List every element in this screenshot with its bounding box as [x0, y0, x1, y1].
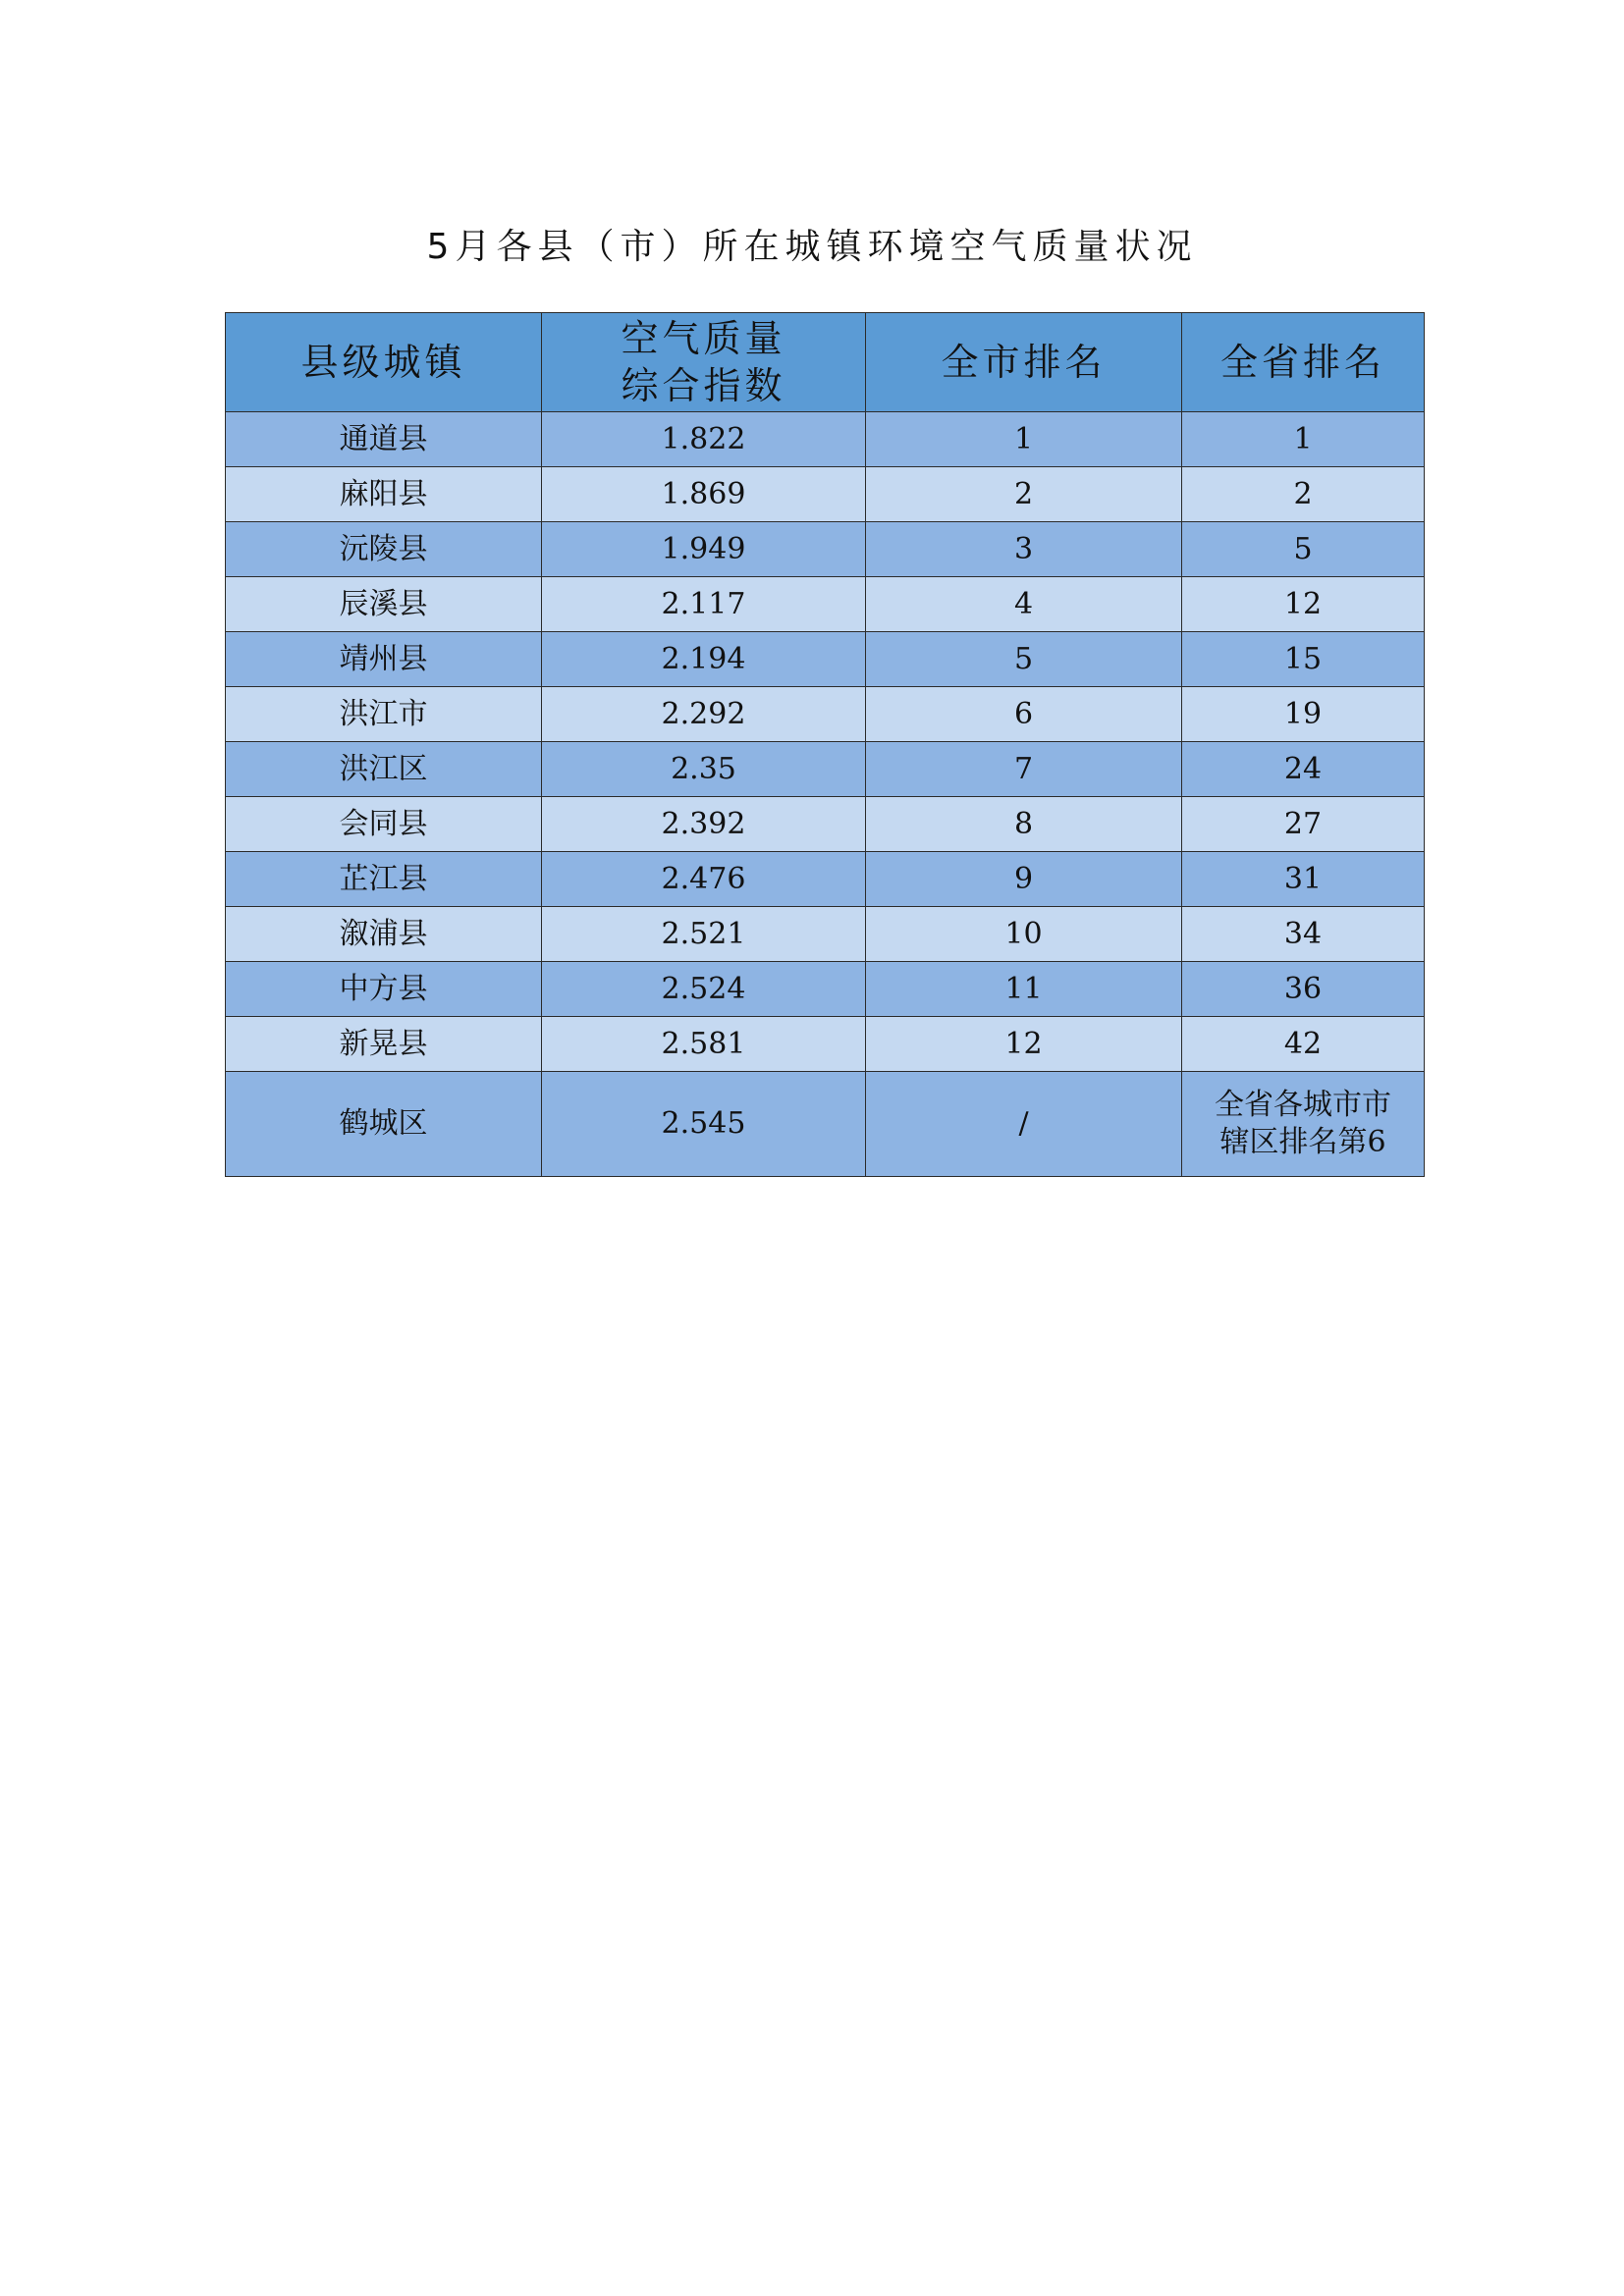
cell-index: 2.524: [542, 962, 866, 1017]
header-town-label: 县级城镇: [300, 341, 466, 384]
header-row: [226, 313, 1425, 412]
header-city-rank: [866, 313, 1182, 412]
cell-province-rank: [1182, 852, 1425, 907]
cell-town: 洪江市: [226, 687, 542, 742]
cell-province-rank-line: 2: [1293, 476, 1313, 511]
cell-town: 靖州县: [226, 632, 542, 687]
header-town: [226, 313, 542, 412]
cell-index: 2.392: [542, 797, 866, 852]
cell-index: 1.822: [542, 412, 866, 467]
cell-city-rank: 11: [866, 962, 1182, 1017]
cell-province-rank: [1182, 742, 1425, 797]
cell-town: 沅陵县: [226, 522, 542, 577]
page-title: 5月各县（市）所在城镇环境空气质量状况: [426, 227, 1198, 267]
table-row: [226, 907, 1425, 962]
cell-town: 辰溪县: [226, 577, 542, 632]
cell-province-rank-line: 24: [1283, 751, 1323, 786]
cell-town: 鹤城区: [226, 1072, 542, 1177]
cell-town: 会同县: [226, 797, 542, 852]
table-row: [226, 632, 1425, 687]
cell-town: 新晃县: [226, 1017, 542, 1072]
cell-province-rank: [1182, 907, 1425, 962]
cell-town: 中方县: [226, 962, 542, 1017]
cell-city-rank: 1: [866, 412, 1182, 467]
cell-province-rank-line: 42: [1283, 1026, 1323, 1061]
cell-index: 2.545: [542, 1072, 866, 1177]
cell-city-rank: 3: [866, 522, 1182, 577]
header-index: [542, 313, 866, 412]
table-row: [226, 577, 1425, 632]
cell-province-rank-line: 19: [1283, 696, 1323, 731]
cell-index: 2.476: [542, 852, 866, 907]
cell-city-rank: 9: [866, 852, 1182, 907]
cell-city-rank: /: [866, 1072, 1182, 1177]
cell-index: 2.194: [542, 632, 866, 687]
cell-city-rank: 5: [866, 632, 1182, 687]
cell-town: 麻阳县: [226, 467, 542, 522]
cell-province-rank-line: 全省各城市市: [1215, 1088, 1391, 1122]
air-quality-table: [225, 312, 1425, 1177]
cell-province-rank-line: 5: [1293, 531, 1313, 566]
cell-province-rank-line: 12: [1283, 586, 1323, 621]
table-row: [226, 852, 1425, 907]
cell-province-rank: [1182, 797, 1425, 852]
table-body: [226, 412, 1425, 1177]
table-row: [226, 522, 1425, 577]
cell-town: 洪江区: [226, 742, 542, 797]
table-row: [226, 412, 1425, 467]
cell-province-rank: [1182, 412, 1425, 467]
header-city-rank-label: 全市排名: [941, 341, 1107, 384]
cell-town: 芷江县: [226, 852, 542, 907]
cell-province-rank: [1182, 962, 1425, 1017]
cell-index: 2.521: [542, 907, 866, 962]
cell-index: 1.949: [542, 522, 866, 577]
cell-town: 通道县: [226, 412, 542, 467]
cell-city-rank: 8: [866, 797, 1182, 852]
cell-city-rank: 7: [866, 742, 1182, 797]
cell-province-rank-line: 34: [1283, 916, 1323, 951]
cell-city-rank: 6: [866, 687, 1182, 742]
cell-city-rank: 2: [866, 467, 1182, 522]
cell-index: 1.869: [542, 467, 866, 522]
header-province-rank: [1182, 313, 1425, 412]
cell-index: 2.117: [542, 577, 866, 632]
cell-province-rank-line: 27: [1283, 806, 1323, 841]
cell-province-rank: [1182, 467, 1425, 522]
header-index-label-line1: 空气质量: [621, 317, 786, 360]
table-row: [226, 962, 1425, 1017]
cell-index: 2.35: [542, 742, 866, 797]
header-province-rank-label: 全省排名: [1219, 341, 1385, 384]
cell-province-rank: [1182, 687, 1425, 742]
cell-province-rank-line: 1: [1293, 421, 1313, 456]
cell-city-rank: 10: [866, 907, 1182, 962]
table-row: [226, 687, 1425, 742]
cell-index: 2.292: [542, 687, 866, 742]
cell-index: 2.581: [542, 1017, 866, 1072]
cell-province-rank: [1182, 577, 1425, 632]
cell-city-rank: 4: [866, 577, 1182, 632]
cell-province-rank-line: 辖区排名第6: [1219, 1125, 1386, 1159]
table-row: [226, 797, 1425, 852]
cell-province-rank-line: 31: [1283, 861, 1323, 896]
cell-city-rank: 12: [866, 1017, 1182, 1072]
table-row: [226, 467, 1425, 522]
header-index-label-line2: 综合指数: [621, 364, 786, 407]
table-row: [226, 1017, 1425, 1072]
cell-town: 溆浦县: [226, 907, 542, 962]
cell-province-rank: [1182, 1072, 1425, 1177]
table-header: [226, 313, 1425, 412]
cell-province-rank-line: 36: [1283, 971, 1323, 1006]
cell-province-rank-line: 15: [1283, 641, 1323, 676]
cell-province-rank: [1182, 522, 1425, 577]
cell-province-rank: [1182, 632, 1425, 687]
table-row: [226, 1072, 1425, 1177]
cell-province-rank: [1182, 1017, 1425, 1072]
table-row: [226, 742, 1425, 797]
